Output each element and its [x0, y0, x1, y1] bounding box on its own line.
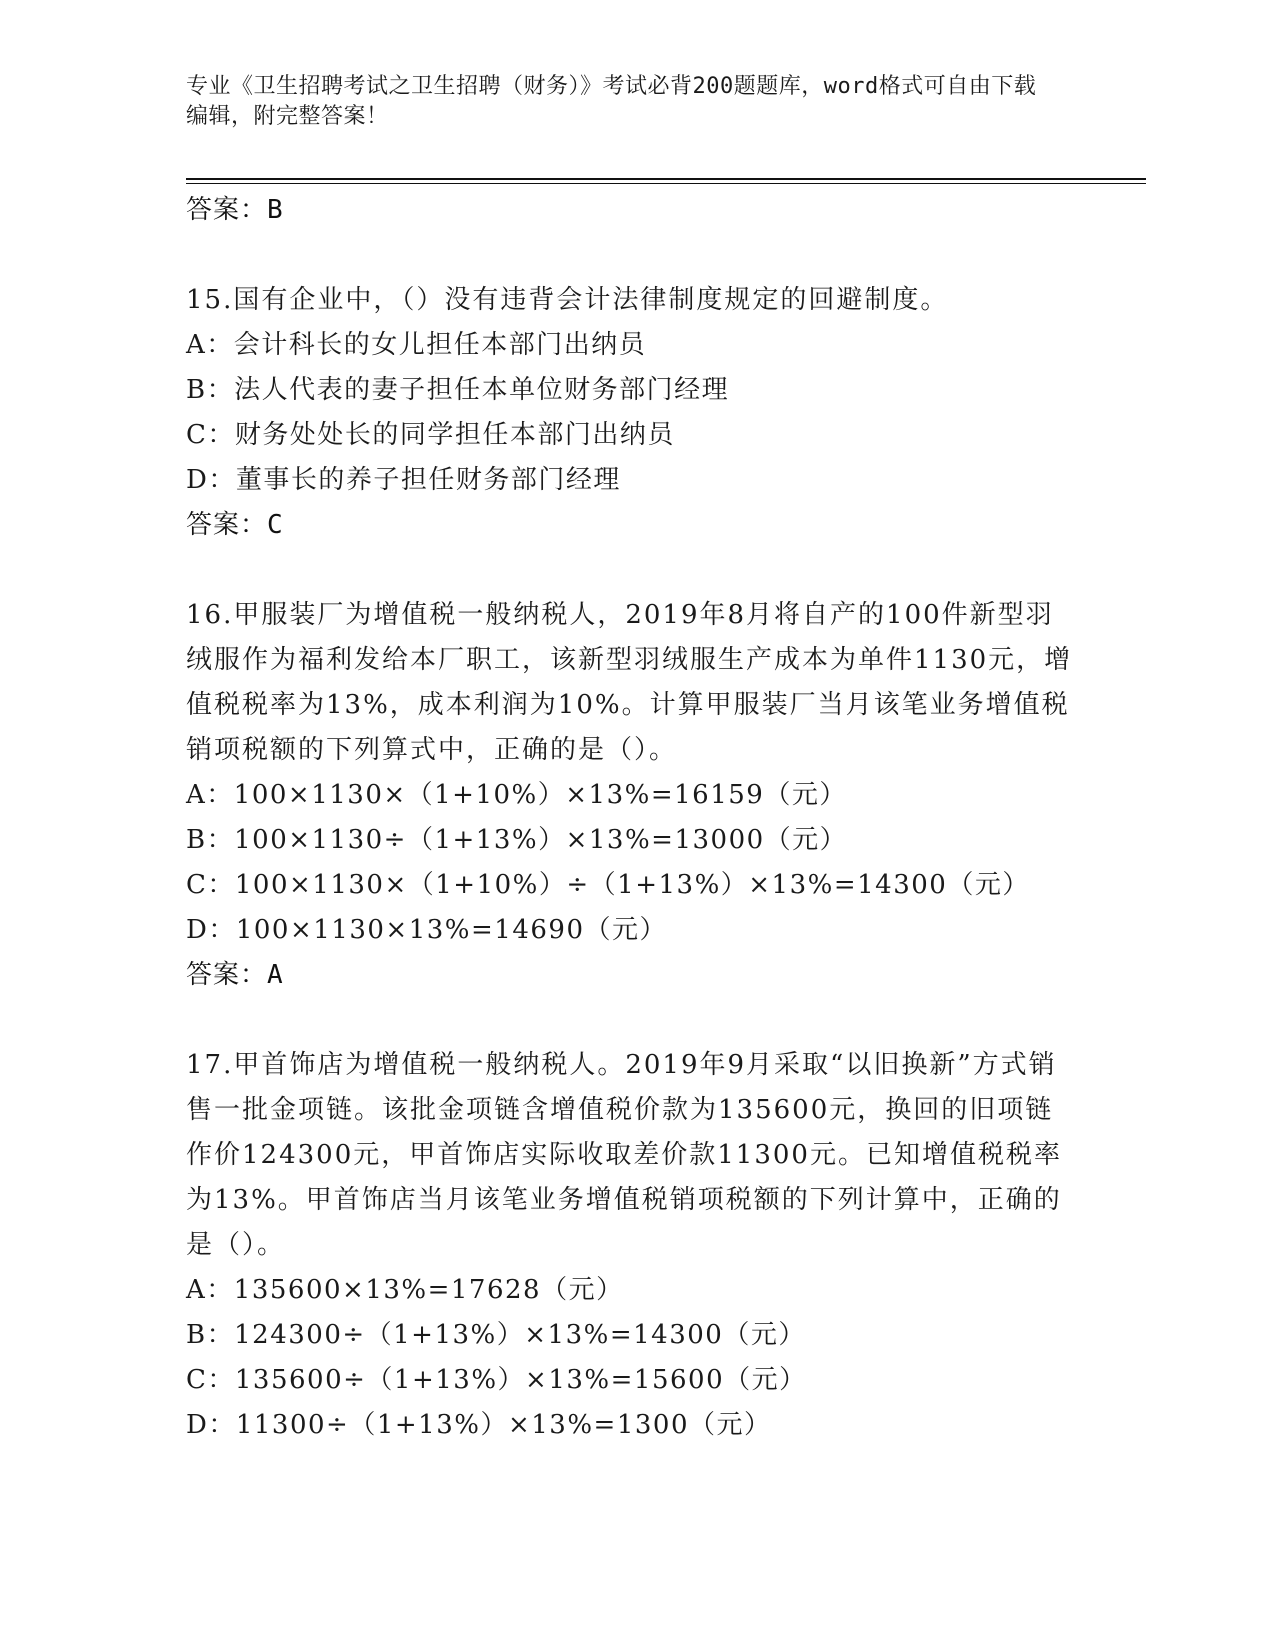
question-stem: 15.国有企业中，（）没有违背会计法律制度规定的回避制度。 [186, 285, 949, 315]
option-b: B：124300÷（1+13%）×13%=14300（元） [186, 1320, 806, 1350]
option-d: D：董事长的养子担任财务部门经理 [186, 465, 621, 495]
spacer [186, 232, 1076, 278]
question-stem: 16.甲服装厂为增值税一般纳税人，2019年8月将自产的100件新型羽绒服作为福利发给本厂职工，该新型羽绒服生产成本为单件1130元，增值税税率为13%，成本利润为10%。计算甲服装厂当月该笔业务增值税销项税额的下列算式中，正确的是（）。 [186, 600, 1073, 765]
option-c: C：100×1130×（1+10%）÷（1+13%）×13%=14300（元） [186, 870, 1030, 900]
question-17 [186, 1043, 1076, 1448]
option-c: C：财务处处长的同学担任本部门出纳员 [186, 420, 675, 450]
spacer [186, 547, 1076, 593]
previous-answer: 答案：B [186, 195, 284, 225]
option-c: C：135600÷（1+13%）×13%=15600（元） [186, 1365, 807, 1395]
header-rule-thick [186, 178, 1146, 180]
option-a: A：135600×13%=17628（元） [186, 1275, 624, 1305]
question-16 [186, 593, 1076, 997]
header-rule-thin [186, 183, 1146, 184]
option-d: D：100×1130×13%=14690（元） [186, 915, 667, 945]
question-stem: 17.甲首饰店为增值税一般纳税人。2019年9月采取“以旧换新”方式销售一批金项链。该批金项链含增值税价款为135600元，换回的旧项链作价124300元，甲首饰店实际收取差价款11300元。已知增值税税率为13%。甲首饰店当月该笔业务增值税销项税额的下列计算中，正确的是（）。 [186, 1050, 1062, 1260]
option-b: B：100×1130÷（1+13%）×13%=13000（元） [186, 825, 848, 855]
option-b: B：法人代表的妻子担任本单位财务部门经理 [186, 375, 730, 405]
spacer [186, 997, 1076, 1043]
question-answer: 答案：A [186, 960, 284, 990]
option-d: D：11300÷（1+13%）×13%=1300（元） [186, 1410, 772, 1440]
page-header: 专业《卫生招聘考试之卫生招聘（财务）》考试必背200题题库，word格式可自由下载编辑，附完整答案！ [186, 74, 1037, 129]
question-answer: 答案：C [186, 510, 284, 540]
option-a: A：会计科长的女儿担任本部门出纳员 [186, 330, 647, 360]
question-content [186, 188, 1076, 1448]
question-15 [186, 278, 1076, 547]
option-a: A：100×1130×（1+10%）×13%=16159（元） [186, 780, 847, 810]
